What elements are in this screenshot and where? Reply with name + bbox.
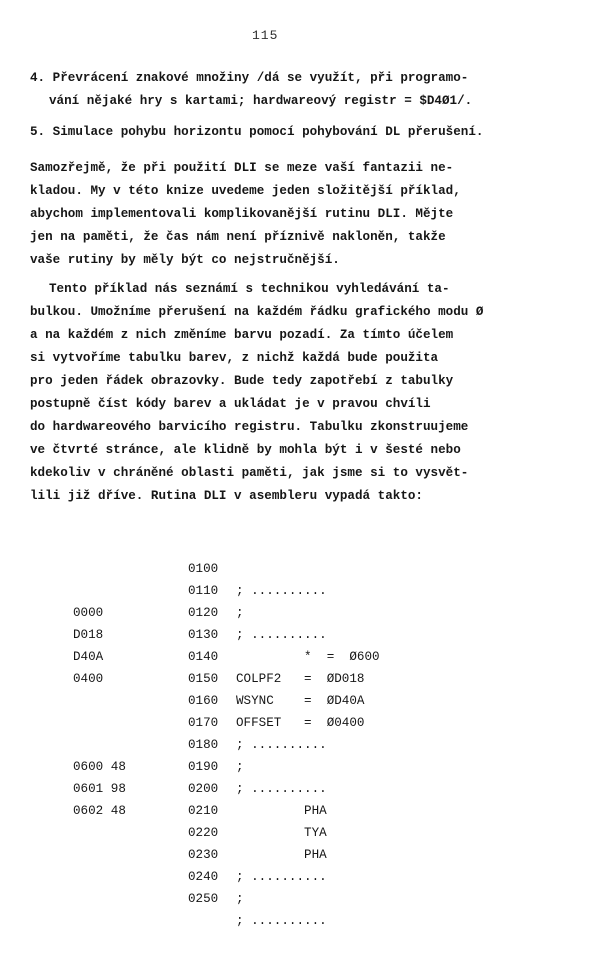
paragraph-1-line: vaše rutiny by měly být co nejstručnější.	[30, 253, 340, 267]
listing-line-number: 0190	[188, 760, 219, 774]
listing-line-number: 0160	[188, 694, 219, 708]
listing-code: * = Ø600	[236, 650, 380, 664]
listing-line-number: 0240	[188, 870, 219, 884]
listing-code: ;	[236, 892, 244, 906]
listing-code: WSYNC = ØD40A	[236, 694, 365, 708]
listing-address: D40A	[73, 650, 104, 664]
paragraph-1-line: Samozřejmě, že při použití DLI se meze vaší fantazii ne-	[30, 161, 454, 175]
listing-code: ; ..........	[236, 738, 327, 752]
paragraph-1-line: abychom implementovali komplikovanější rutinu DLI. Mějte	[30, 207, 454, 221]
listing-line-number: 0230	[188, 848, 219, 862]
paragraph-1-line: kladou. My v této knize uvedeme jeden složitější příklad,	[30, 184, 461, 198]
listing-code: PHA	[236, 848, 327, 862]
paragraph-2-line: lili již dříve. Rutina DLI v asembleru vypadá takto:	[30, 489, 423, 503]
listing-line-number: 0130	[188, 628, 219, 642]
listing-line-number: 0180	[188, 738, 219, 752]
listing-code: ; ..........	[236, 870, 327, 884]
listing-address: 0000	[73, 606, 104, 620]
paragraph-2-line: pro jeden řádek obrazovky. Bude tedy zapotřebí z tabulky	[30, 374, 454, 388]
listing-line-number: 0210	[188, 804, 219, 818]
listing-line-number: 0220	[188, 826, 219, 840]
paragraph-1-line: jen na paměti, že čas nám není příznivě nakloněn, takže	[30, 230, 446, 244]
paragraph-2-line: a na každém z nich změníme barvu pozadí. Za tímto účelem	[30, 328, 454, 342]
list-item-5	[30, 121, 578, 144]
list-item-4-line-2: vání nějaké hry s kartami; hardwareový registr = $D4Ø1/.	[49, 94, 473, 108]
listing-code: ; ..........	[236, 782, 327, 796]
listing-address: D018	[73, 628, 104, 642]
list-item-4-line-1: 4. Převrácení znakové množiny /dá se využít, při programo-	[30, 71, 469, 85]
paragraph-2-line: postupně číst kódy barev a ukládat je v pravou chvíli	[30, 397, 431, 411]
listing-address: 0600 48	[73, 760, 126, 774]
listing-code: ;	[236, 606, 244, 620]
list-item-5-line-1: 5. Simulace pohybu horizontu pomocí pohybování DL přerušení.	[30, 125, 484, 139]
listing-code: ; ..........	[236, 628, 327, 642]
listing-line-number: 0170	[188, 716, 219, 730]
listing-line-number: 0100	[188, 562, 219, 576]
paragraph-2-line: ve čtvrté stránce, ale klidně by mohla být i v šesté nebo	[30, 443, 461, 457]
listing-code: PHA	[236, 804, 327, 818]
paragraph-2-line: si vytvoříme tabulku barev, z nichž každá bude použita	[30, 351, 439, 365]
list-item-4	[30, 67, 578, 113]
paragraph-2-line: Tento příklad nás seznámí s technikou vyhledávání ta-	[49, 282, 450, 296]
page-number: 115	[252, 28, 279, 43]
listing-code: OFFSET = Ø0400	[236, 716, 365, 730]
listing-line-number: 0200	[188, 782, 219, 796]
paragraph-2-line: kdekoliv v chráněné oblasti paměti, jak jsme si to vysvět-	[30, 466, 469, 480]
listing-line-number: 0250	[188, 892, 219, 906]
listing-code: TYA	[236, 826, 327, 840]
paragraph-2-line: do hardwareového barvicího registru. Tabulku zkonstruujeme	[30, 420, 469, 434]
listing-line-number: 0140	[188, 650, 219, 664]
listing-address: 0602 48	[73, 804, 126, 818]
listing-code: ; ..........	[236, 584, 327, 598]
listing-code: ; ..........	[236, 914, 327, 928]
listing-line-number: 0150	[188, 672, 219, 686]
listing-address: 0400	[73, 672, 104, 686]
paragraph-2-line: bulkou. Umožníme přerušení na každém řádku grafického modu Ø	[30, 305, 484, 319]
listing-code: ;	[236, 760, 244, 774]
listing-code: COLPF2 = ØD018	[236, 672, 365, 686]
listing-line-number: 0120	[188, 606, 219, 620]
listing-address: 0601 98	[73, 782, 126, 796]
paragraph-2	[30, 278, 578, 508]
listing-line-number: 0110	[188, 584, 219, 598]
paragraph-1	[30, 157, 578, 272]
